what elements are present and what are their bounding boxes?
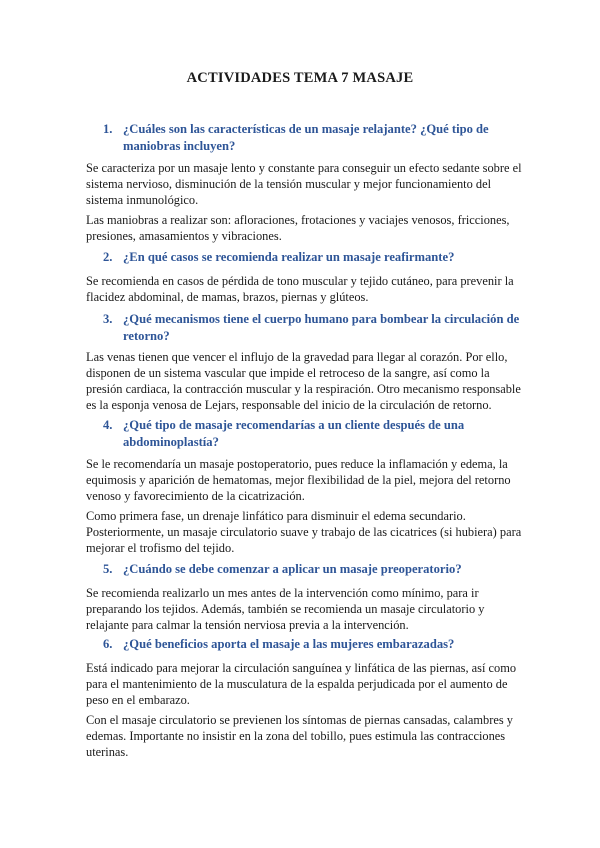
answer-3-paragraph-1: Las venas tienen que vencer el influjo de la gravedad para llegar al corazón. Por ello, disponen de un sistema vascular que impide el retroceso de la sangre, así como la presión cardiaca, la contracción muscular y la respiración. Otro mecanismo responsable es la esponja venosa de Lejars, responsable del inicio de la circulación de retorno.: [86, 350, 521, 412]
question-4: [103, 417, 520, 451]
question-number: 2.: [103, 250, 113, 264]
question-text: ¿Qué mecanismos tiene el cuerpo humano para bombear la circulación de retorno?: [123, 312, 520, 343]
question-number: 5.: [103, 562, 113, 576]
question-6: [103, 636, 520, 653]
question-text: ¿En qué casos se recomienda realizar un masaje reafirmante?: [123, 250, 455, 264]
page-title: ACTIVIDADES TEMA 7 MASAJE: [186, 70, 414, 86]
answer-1-paragraph-2: Las maniobras a realizar son: afloraciones, frotaciones y vaciajes venosos, fricciones, presiones, amasamientos y vibraciones.: [86, 213, 510, 243]
question-number: 1.: [103, 122, 113, 136]
answer-4-paragraph-2: Como primera fase, un drenaje linfático para disminuir el edema secundario. Posteriormente, un masaje circulatorio suave y trabajo de las cicatrices (si hubiera) para mejorar el trofismo del tejido.: [86, 509, 522, 555]
question-2: [103, 249, 520, 266]
answer-4-paragraph-1: Se le recomendaría un masaje postoperatorio, pues reduce la inflamación y edema, la equimosis y aparición de hematomas, mejor flexibilidad de la piel, mejora del retorno venoso y favorecimiento de la cicatrización.: [86, 457, 511, 503]
question-3: [103, 311, 520, 345]
question-number: 6.: [103, 637, 113, 651]
question-number: 4.: [103, 418, 113, 432]
answer-1-paragraph-1: Se caracteriza por un masaje lento y constante para conseguir un efecto sedante sobre el sistema nervioso, disminución de la tensión muscular y mejor funcionamiento del sistema inmunológico.: [86, 161, 522, 207]
answer-6-paragraph-2: Con el masaje circulatorio se previenen los síntomas de piernas cansadas, calambres y edemas. Importante no insistir en la zona del tobillo, pues estimula las contracciones uterinas.: [86, 713, 513, 759]
question-5: [103, 561, 520, 578]
question-text: ¿Qué tipo de masaje recomendarías a un cliente después de una abdominoplastía?: [123, 418, 465, 449]
answer-6-paragraph-1: Está indicado para mejorar la circulación sanguínea y linfática de las piernas, así como para el mantenimiento de la musculatura de la espalda perjudicada por el aumento de peso en el embarazo.: [86, 661, 517, 707]
question-text: ¿Qué beneficios aporta el masaje a las mujeres embarazadas?: [123, 637, 455, 651]
answer-2-paragraph-1: Se recomienda en casos de pérdida de tono muscular y tejido cutáneo, para prevenir la flacidez abdominal, de mamas, brazos, piernas y glúteos.: [86, 274, 514, 304]
question-number: 3.: [103, 312, 113, 326]
question-1: [103, 121, 520, 155]
answer-5-paragraph-1: Se recomienda realizarlo un mes antes de la intervención como mínimo, para ir preparando los tejidos. Además, también se recomienda un masaje circulatorio y relajante para calmar la tensión nerviosa previa a la intervención.: [86, 586, 485, 632]
question-text: ¿Cuáles son las características de un masaje relajante? ¿Qué tipo de maniobras incluyen?: [123, 122, 489, 153]
question-text: ¿Cuándo se debe comenzar a aplicar un masaje preoperatorio?: [123, 562, 462, 576]
